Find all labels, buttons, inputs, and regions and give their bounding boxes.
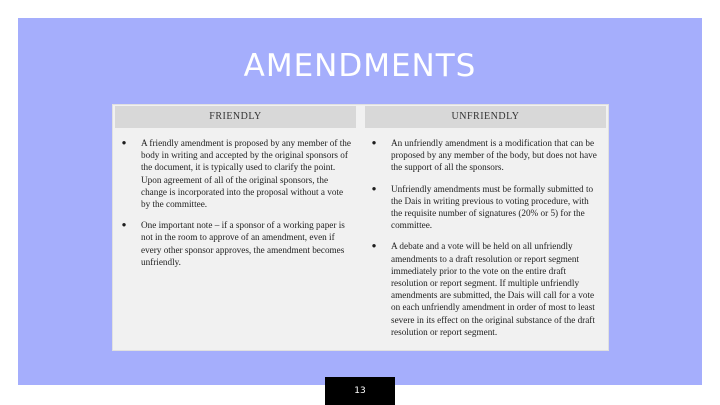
bullet-icon: ● <box>121 220 127 230</box>
list-item-text: A debate and a vote will be held on all unfriendly amendments to a draft resolution or report segment immediately prior to the vote on the entire draft resolution or report segment. If multiple unfriendly amendments are submitted, the Dais will call for a vote on each unfriendly amendment in order of most to least severe in its effect on the original substance of the draft resolution or report segment. <box>391 241 595 337</box>
list-item-text: Unfriendly amendments must be formally submitted to the Dais in writing previous to voting procedure, with the requisite number of signatures (20% or 5) for the committee. <box>391 183 594 231</box>
friendly-column-header: FRIENDLY <box>115 106 356 128</box>
bullet-icon: ● <box>371 241 377 251</box>
unfriendly-list <box>365 137 606 347</box>
list-item <box>365 240 606 338</box>
friendly-list <box>115 137 356 277</box>
list-item <box>115 219 356 268</box>
unfriendly-column <box>365 105 606 350</box>
amendments-table-image <box>112 104 609 351</box>
bullet-icon: ● <box>121 138 127 147</box>
friendly-column <box>115 105 356 350</box>
list-item-text: An unfriendly amendment is a modification that can be proposed by any member of the body, but does not have the support of all the sponsors. <box>391 138 597 173</box>
list-item-text: A friendly amendment is proposed by any member of the body in writing and accepted by the original sponsors of the document, it is typically used to clarify the point. Upon agreement of all of the original sponsors, the change is incorporated into the proposal without a vote by the committee. <box>141 138 351 210</box>
list-item <box>365 137 606 174</box>
unfriendly-column-header: UNFRIENDLY <box>365 106 606 128</box>
list-item <box>115 137 356 210</box>
slide-title: AMENDMENTS <box>243 48 477 84</box>
list-item <box>365 183 606 232</box>
bullet-icon: ● <box>371 138 377 147</box>
page-number-badge: 13 <box>325 377 395 405</box>
bullet-icon: ● <box>371 183 377 193</box>
list-item-text: One important note – if a sponsor of a working paper is not in the room to approve of an amendment, even if every other sponsor approves, the amendment becomes unfriendly. <box>141 220 345 267</box>
